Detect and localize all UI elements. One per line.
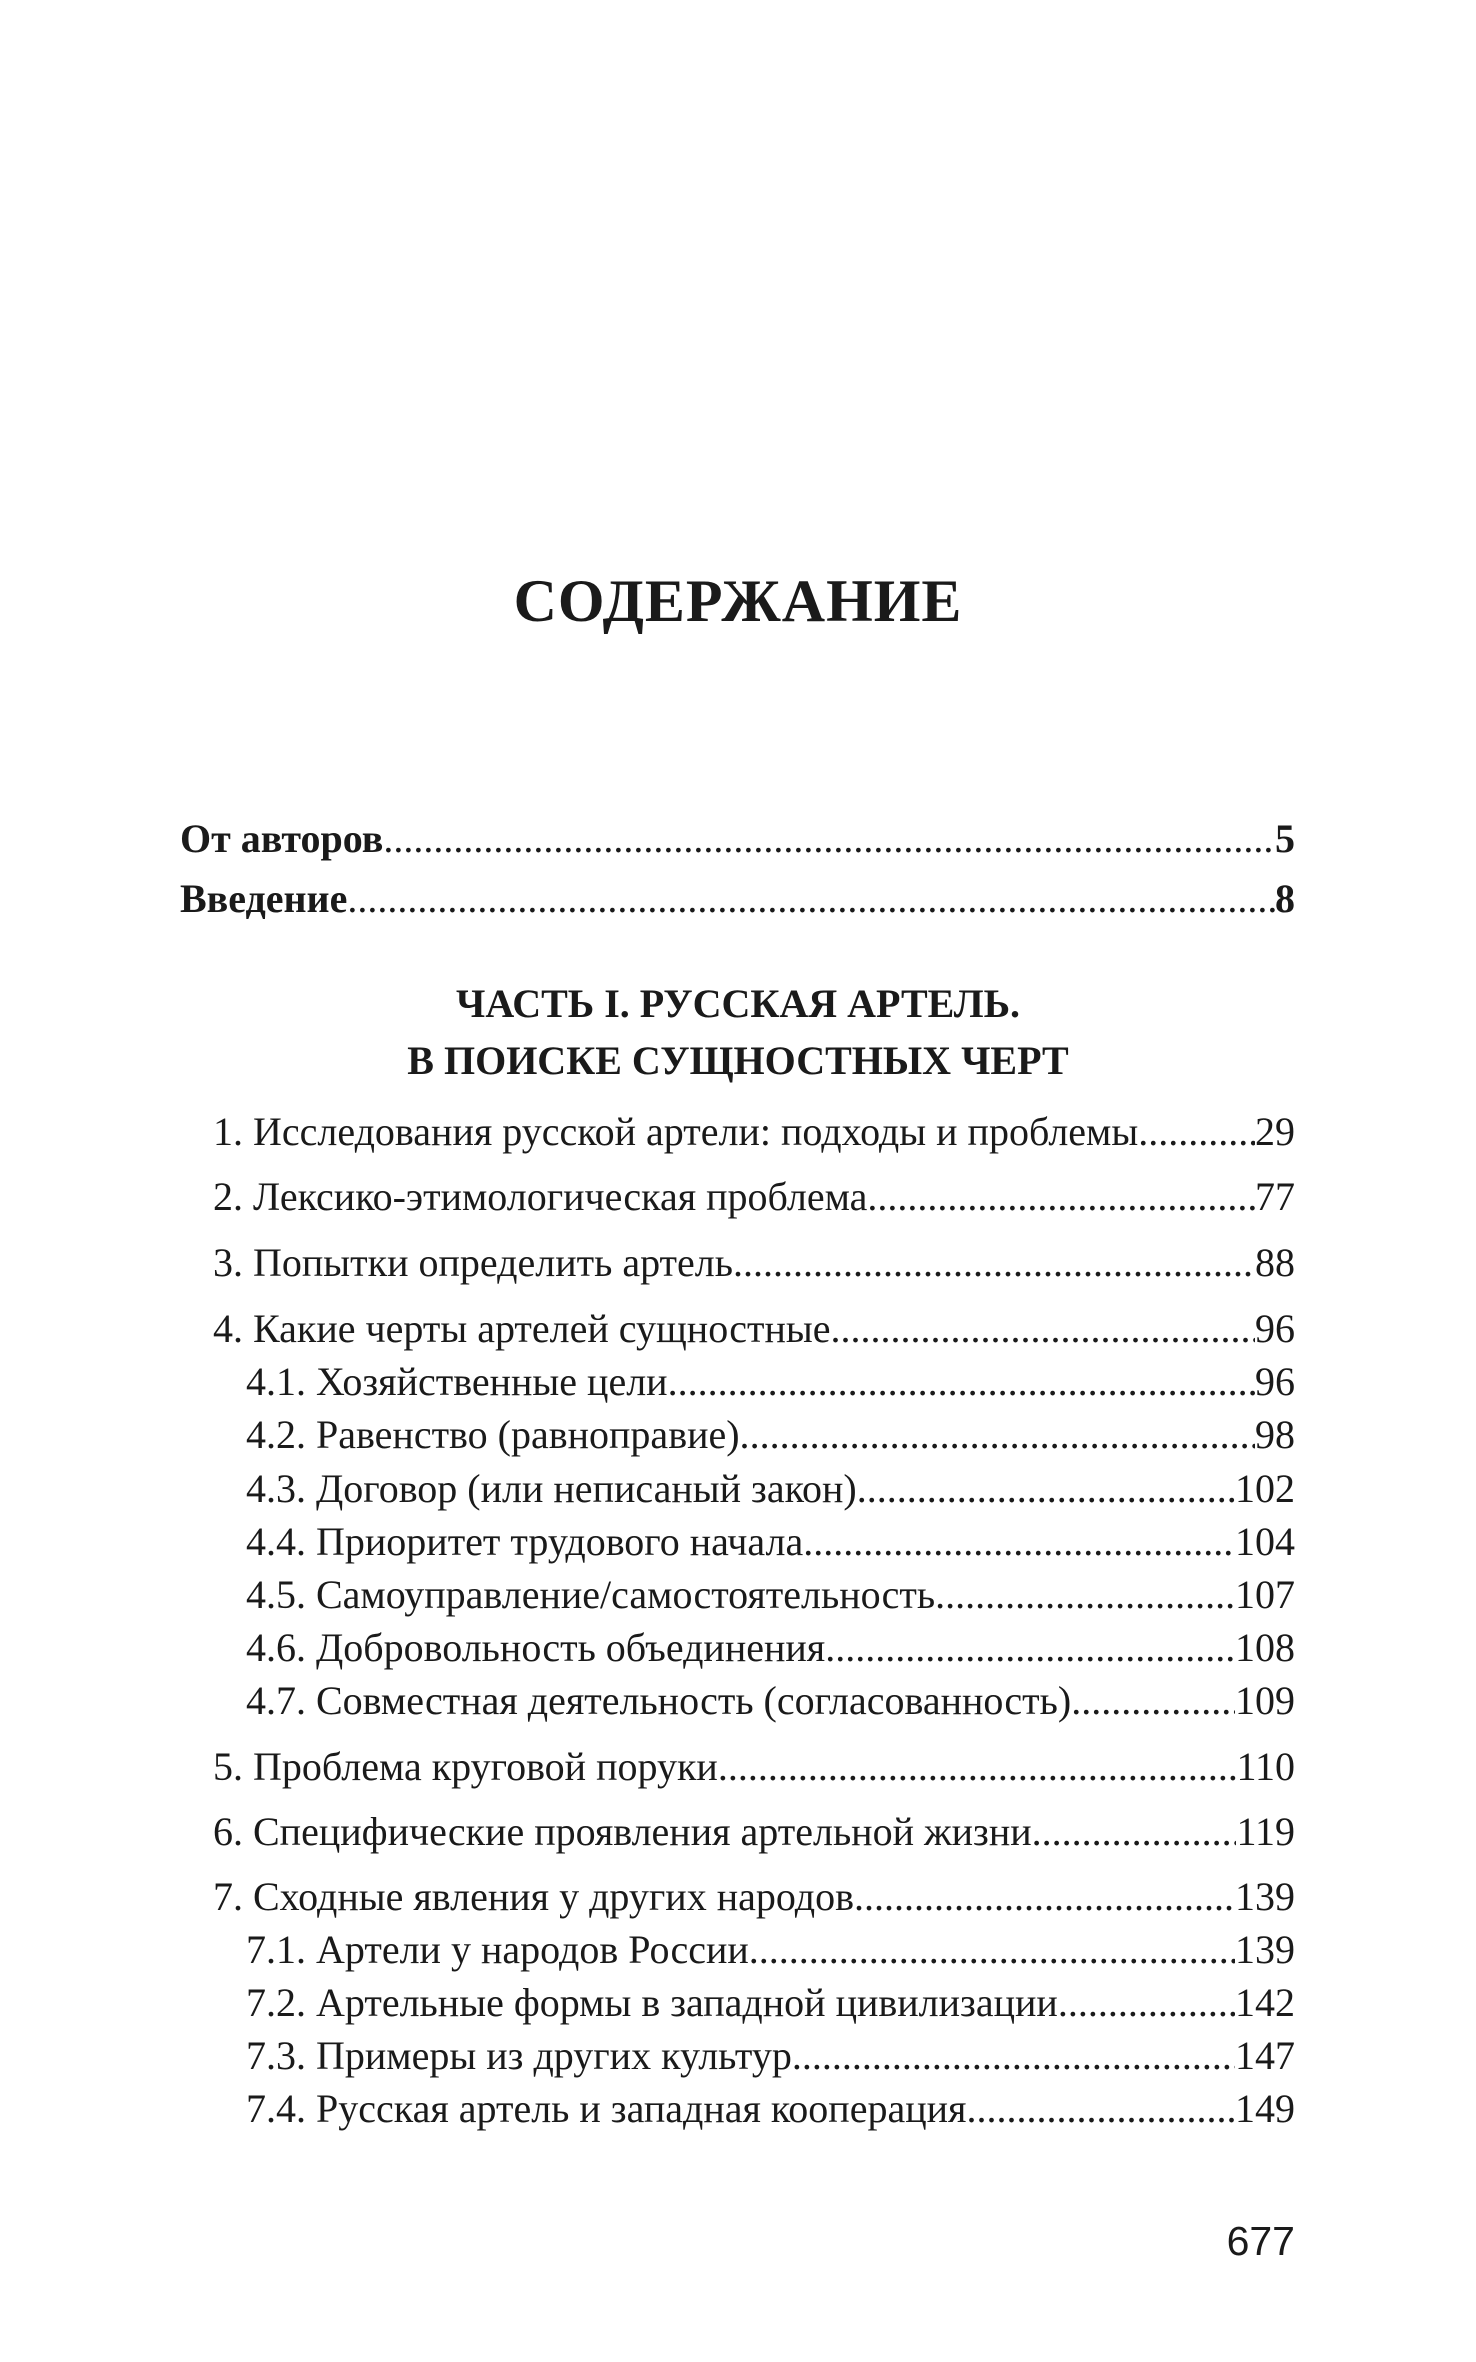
toc-entry-chapter-5 bbox=[0, 1741, 1476, 1793]
toc-entry-page: 147 bbox=[1235, 2033, 1295, 2078]
toc-entry-page: 88 bbox=[1255, 1240, 1295, 1285]
leader-dots bbox=[1071, 1675, 1235, 1727]
toc-entry-title: 3. Попытки определить артель bbox=[213, 1240, 733, 1285]
toc-entry-title: 4.5. Самоуправление/самостоятельность. bbox=[246, 1572, 946, 1617]
leader-dots bbox=[347, 873, 1275, 925]
leader-dots bbox=[792, 2030, 1235, 2082]
toc-entry-section-7-3 bbox=[0, 2030, 1476, 2082]
toc-entry-section-4-7 bbox=[0, 1675, 1476, 1727]
toc-entry-introduction bbox=[0, 873, 1476, 925]
leader-dots bbox=[854, 1871, 1235, 1923]
page-title: СОДЕРЖАНИЕ bbox=[513, 568, 963, 634]
toc-entry-section-4-3 bbox=[0, 1463, 1476, 1515]
toc-entry-title: 6. Специфические проявления артельной жизни bbox=[213, 1809, 1032, 1854]
toc-entry-title: 5. Проблема круговой поруки bbox=[213, 1744, 718, 1789]
toc-entry-chapter-1 bbox=[0, 1106, 1476, 1158]
part-title-line1: ЧАСТЬ I. РУССКАЯ АРТЕЛЬ. bbox=[455, 981, 1021, 1026]
toc-entry-chapter-6 bbox=[0, 1806, 1476, 1858]
toc-entry-title: 7.1. Артели у народов России bbox=[246, 1927, 749, 1972]
toc-entry-section-4-2 bbox=[0, 1409, 1476, 1461]
toc-entry-chapter-7 bbox=[0, 1871, 1476, 1923]
toc-entry-page: 96 bbox=[1255, 1359, 1295, 1404]
leader-dots bbox=[867, 1171, 1255, 1223]
toc-entry-page: 119 bbox=[1236, 1809, 1295, 1854]
leader-dots bbox=[733, 1237, 1255, 1289]
toc-entry-section-4-1 bbox=[0, 1356, 1476, 1408]
toc-entry-page: 8 bbox=[1275, 876, 1295, 921]
toc-entry-page: 104 bbox=[1235, 1519, 1295, 1564]
toc-entry-title: 7.3. Примеры из других культур bbox=[246, 2033, 792, 2078]
part-title-line2: В ПОИСКЕ СУЩНОСТНЫХ ЧЕРТ bbox=[407, 1038, 1069, 1083]
toc-entry-page: 108 bbox=[1235, 1625, 1295, 1670]
toc-entry-page: 29 bbox=[1255, 1109, 1295, 1154]
toc-entry-title: 4.6. Добровольность объединения. bbox=[246, 1625, 836, 1670]
leader-dots bbox=[835, 1622, 1235, 1674]
toc-entry-page: 142 bbox=[1235, 1980, 1295, 2025]
toc-entry-page: 110 bbox=[1236, 1744, 1295, 1789]
leader-dots bbox=[966, 2083, 1235, 2135]
toc-entry-title: 7.4. Русская артель и западная кооперация bbox=[246, 2086, 967, 2131]
leader-dots bbox=[718, 1741, 1237, 1793]
toc-entry-title: 4. Какие черты артелей сущностные bbox=[213, 1306, 831, 1351]
toc-entry-chapter-4 bbox=[0, 1303, 1476, 1355]
leader-dots bbox=[945, 1569, 1235, 1621]
toc-entry-title: 4.4. Приоритет трудового начала. bbox=[246, 1519, 814, 1564]
leader-dots bbox=[1138, 1106, 1255, 1158]
toc-entry-page: 102 bbox=[1235, 1466, 1295, 1511]
toc-entry-section-4-5 bbox=[0, 1569, 1476, 1621]
toc-entry-section-7-1 bbox=[0, 1924, 1476, 1976]
toc-entry-title: 4.3. Договор (или неписаный закон). bbox=[246, 1466, 867, 1511]
toc-entry-title: От авторов bbox=[180, 816, 384, 861]
toc-entry-section-7-2 bbox=[0, 1977, 1476, 2029]
toc-entry-page: 77 bbox=[1255, 1174, 1295, 1219]
toc-entry-title: 4.1. Хозяйственные цели bbox=[246, 1359, 668, 1404]
toc-entry-title: 4.7. Совместная деятельность (согласованность) bbox=[246, 1678, 1072, 1723]
leader-dots bbox=[867, 1463, 1235, 1515]
leader-dots bbox=[383, 813, 1275, 865]
toc-entry-page: 109 bbox=[1235, 1678, 1295, 1723]
toc-entry-page: 5 bbox=[1275, 816, 1295, 861]
toc-entry-title: 7. Сходные явления у других народов bbox=[213, 1874, 854, 1919]
toc-entry-title: 1. Исследования русской артели: подходы и проблемы bbox=[213, 1109, 1139, 1154]
toc-entry-page: 98 bbox=[1255, 1412, 1295, 1457]
page-number: 677 bbox=[1226, 2218, 1295, 2264]
toc-entry-title: 7.2. Артельные формы в западной цивилизации bbox=[246, 1980, 1058, 2025]
toc-entry-section-4-4 bbox=[0, 1516, 1476, 1568]
leader-dots bbox=[750, 1409, 1255, 1461]
toc-entry-title: 4.2. Равенство (равноправие). bbox=[246, 1412, 750, 1457]
toc-entry-from-authors bbox=[0, 813, 1476, 865]
leader-dots bbox=[830, 1303, 1255, 1355]
toc-entry-title: Введение bbox=[180, 876, 348, 921]
toc-entry-chapter-2 bbox=[0, 1171, 1476, 1223]
toc-entry-chapter-3 bbox=[0, 1237, 1476, 1289]
toc-entry-page: 96 bbox=[1255, 1306, 1295, 1351]
leader-dots bbox=[1032, 1806, 1237, 1858]
leader-dots bbox=[813, 1516, 1235, 1568]
toc-entry-page: 139 bbox=[1235, 1874, 1295, 1919]
toc-entry-page: 107 bbox=[1235, 1572, 1295, 1617]
leader-dots bbox=[668, 1356, 1255, 1408]
toc-entry-section-4-6 bbox=[0, 1622, 1476, 1674]
toc-entry-page: 149 bbox=[1235, 2086, 1295, 2131]
toc-entry-page: 139 bbox=[1235, 1927, 1295, 1972]
toc-entry-section-7-4 bbox=[0, 2083, 1476, 2135]
leader-dots bbox=[749, 1924, 1235, 1976]
leader-dots bbox=[1058, 1977, 1235, 2029]
toc-entry-title: 2. Лексико-этимологическая проблема bbox=[213, 1174, 868, 1219]
